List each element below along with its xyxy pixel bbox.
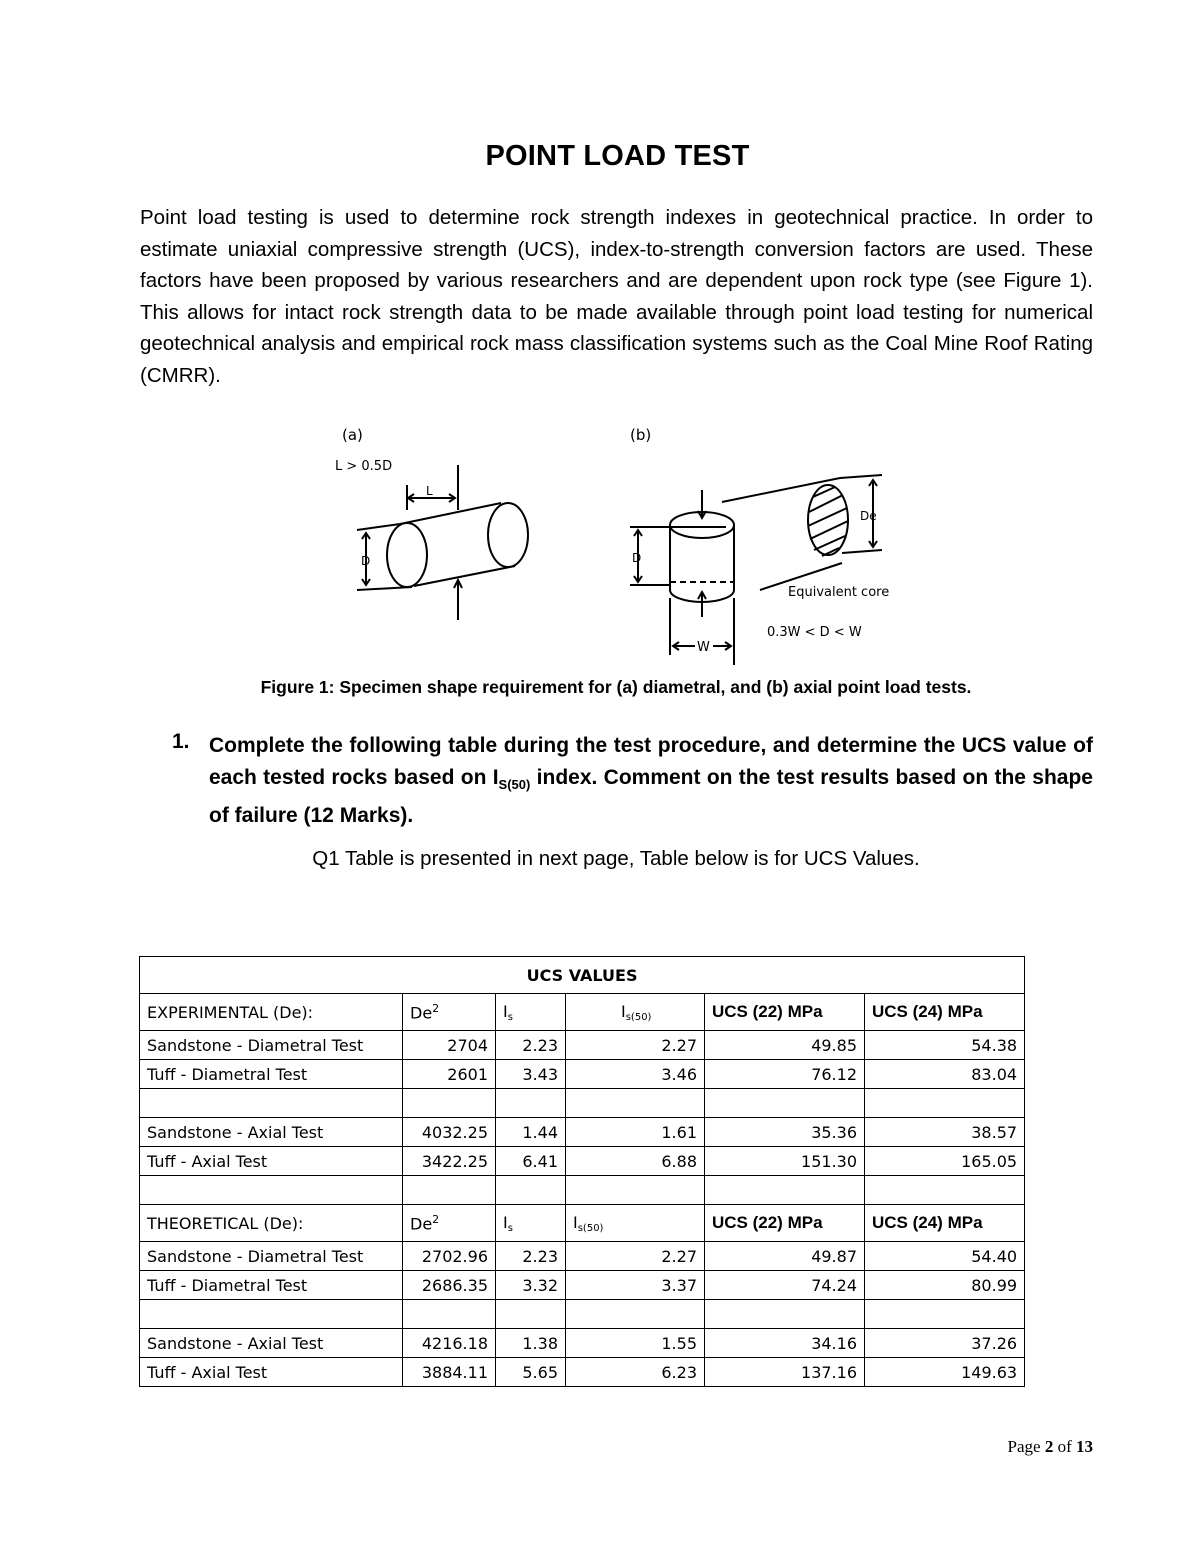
table-row — [140, 1031, 1025, 1060]
header-de2: De$^2$ — [403, 1205, 496, 1242]
cell-de2: 2704 — [403, 1031, 496, 1060]
figure-dim-D-b: D — [632, 551, 642, 565]
cell-de2: 4032.25 — [403, 1118, 496, 1147]
cell-ucs22: 137.16 — [705, 1358, 865, 1387]
cell-ucs22: 34.16 — [705, 1329, 865, 1358]
row-name: Sandstone - Axial Test — [140, 1329, 403, 1358]
figure-dim-L: L — [426, 484, 433, 498]
cell-ucs24: 37.26 — [865, 1329, 1025, 1358]
cell-is: 6.41 — [496, 1147, 566, 1176]
table-row — [140, 1358, 1025, 1387]
page-title: POINT LOAD TEST — [485, 140, 750, 172]
figure-dim-D-a: D — [361, 554, 371, 568]
cell-is: 3.43 — [496, 1060, 566, 1089]
cell-de2: 3422.25 — [403, 1147, 496, 1176]
cell-is50: 1.61 — [566, 1118, 705, 1147]
figure-dim-W: W — [697, 640, 710, 655]
row-name: Sandstone - Diametral Test — [140, 1031, 403, 1060]
cell-ucs24: 80.99 — [865, 1271, 1025, 1300]
header-ucs24: UCS (24) MPa — [865, 994, 1025, 1031]
figure-dim-De: De — [860, 509, 877, 523]
table-header-row-theoretical — [140, 1205, 1025, 1242]
figure-caption: Figure 1: Specimen shape requirement for (a) diametral, and (b) axial point load tests. — [260, 677, 972, 697]
cell-de2: 4216.18 — [403, 1329, 496, 1358]
cell-ucs22: 151.30 — [705, 1147, 865, 1176]
figure-condition-a: L > 0.5D — [335, 459, 393, 474]
header-is: $I_s$ — [496, 994, 566, 1031]
table-title: UCS VALUES — [140, 957, 1025, 994]
cell-is50: 1.55 — [566, 1329, 705, 1358]
intro-paragraph: Point load testing is used to determine rock strength indexes in geotechnical practice. In order to estimate uniaxial compressive strength (UCS), index-to-strength conversion factors are used. These factors have been proposed by various researchers and are dependent upon rock type (see Figure 1). This allows for intact rock strength data to be made available through point load testing for numerical geotechnical analysis and empirical rock mass classification systems such as the Coal Mine Roof Rating (CMRR). — [140, 206, 1093, 387]
cell-ucs24: 38.57 — [865, 1118, 1025, 1147]
row-name: Tuff - Axial Test — [140, 1147, 403, 1176]
figure-label-a: (a) — [342, 426, 363, 444]
row-name: Sandstone - Diametral Test — [140, 1242, 403, 1271]
cell-ucs22: 76.12 — [705, 1060, 865, 1089]
cell-ucs24: 149.63 — [865, 1358, 1025, 1387]
table-row-empty — [140, 1176, 1025, 1205]
table-row-empty — [140, 1300, 1025, 1329]
cell-is50: 6.88 — [566, 1147, 705, 1176]
page-number: Page 2 of 13 — [1007, 1437, 1093, 1456]
row-name: Tuff - Diametral Test — [140, 1060, 403, 1089]
cell-de2: 2601 — [403, 1060, 496, 1089]
header-ucs22: UCS (22) MPa — [705, 1205, 865, 1242]
header-is: $I_s$ — [496, 1205, 566, 1242]
question-text: Complete the following table during the test procedure, and determine the UCS value of each tested rocks based on $I_{S(50)}$ index. Comment on the test results based on the shape of failure (12 Marks). — [209, 734, 1093, 828]
header-ucs22: UCS (22) MPa — [705, 994, 865, 1031]
header-is50: $I_{s(50)}$ — [566, 1205, 705, 1242]
question-number: 1. — [172, 730, 190, 753]
cell-is50: 2.27 — [566, 1242, 705, 1271]
header-de2: De$^2$ — [403, 994, 496, 1031]
cell-ucs24: 165.05 — [865, 1147, 1025, 1176]
table-row — [140, 1147, 1025, 1176]
cell-is50: 3.37 — [566, 1271, 705, 1300]
cell-de2: 2702.96 — [403, 1242, 496, 1271]
table-row — [140, 1242, 1025, 1271]
table-title-row — [140, 957, 1025, 994]
cell-is50: 3.46 — [566, 1060, 705, 1089]
cell-is: 2.23 — [496, 1242, 566, 1271]
section-label-experimental: EXPERIMENTAL (De): — [140, 994, 403, 1031]
cell-is50: 2.27 — [566, 1031, 705, 1060]
cell-de2: 3884.11 — [403, 1358, 496, 1387]
cell-ucs22: 74.24 — [705, 1271, 865, 1300]
table-header-row-experimental — [140, 994, 1025, 1031]
table-row — [140, 1118, 1025, 1147]
table-row — [140, 1271, 1025, 1300]
figure-equivalent-core: Equivalent core — [788, 585, 890, 600]
figure-label-b: (b) — [630, 426, 652, 444]
row-name: Sandstone - Axial Test — [140, 1118, 403, 1147]
cell-is50: 6.23 — [566, 1358, 705, 1387]
table-row-empty — [140, 1089, 1025, 1118]
cell-is: 3.32 — [496, 1271, 566, 1300]
cell-de2: 2686.35 — [403, 1271, 496, 1300]
table-row — [140, 1060, 1025, 1089]
cell-is: 1.38 — [496, 1329, 566, 1358]
header-is50: $I_{s(50)}$ — [566, 994, 705, 1031]
cell-ucs24: 54.40 — [865, 1242, 1025, 1271]
ucs-values-table — [139, 956, 1025, 1387]
question-note: Q1 Table is presented in next page, Table below is for UCS Values. — [312, 847, 920, 870]
cell-is: 5.65 — [496, 1358, 566, 1387]
specimen-figure — [330, 420, 910, 670]
figure-condition-b: 0.3W < D < W — [767, 625, 862, 640]
cell-ucs24: 54.38 — [865, 1031, 1025, 1060]
cell-is: 2.23 — [496, 1031, 566, 1060]
table-row — [140, 1329, 1025, 1358]
cell-ucs24: 83.04 — [865, 1060, 1025, 1089]
cell-ucs22: 35.36 — [705, 1118, 865, 1147]
row-name: Tuff - Axial Test — [140, 1358, 403, 1387]
section-label-theoretical: THEORETICAL (De): — [140, 1205, 403, 1242]
cell-ucs22: 49.87 — [705, 1242, 865, 1271]
cell-is: 1.44 — [496, 1118, 566, 1147]
header-ucs24: UCS (24) MPa — [865, 1205, 1025, 1242]
cell-ucs22: 49.85 — [705, 1031, 865, 1060]
row-name: Tuff - Diametral Test — [140, 1271, 403, 1300]
